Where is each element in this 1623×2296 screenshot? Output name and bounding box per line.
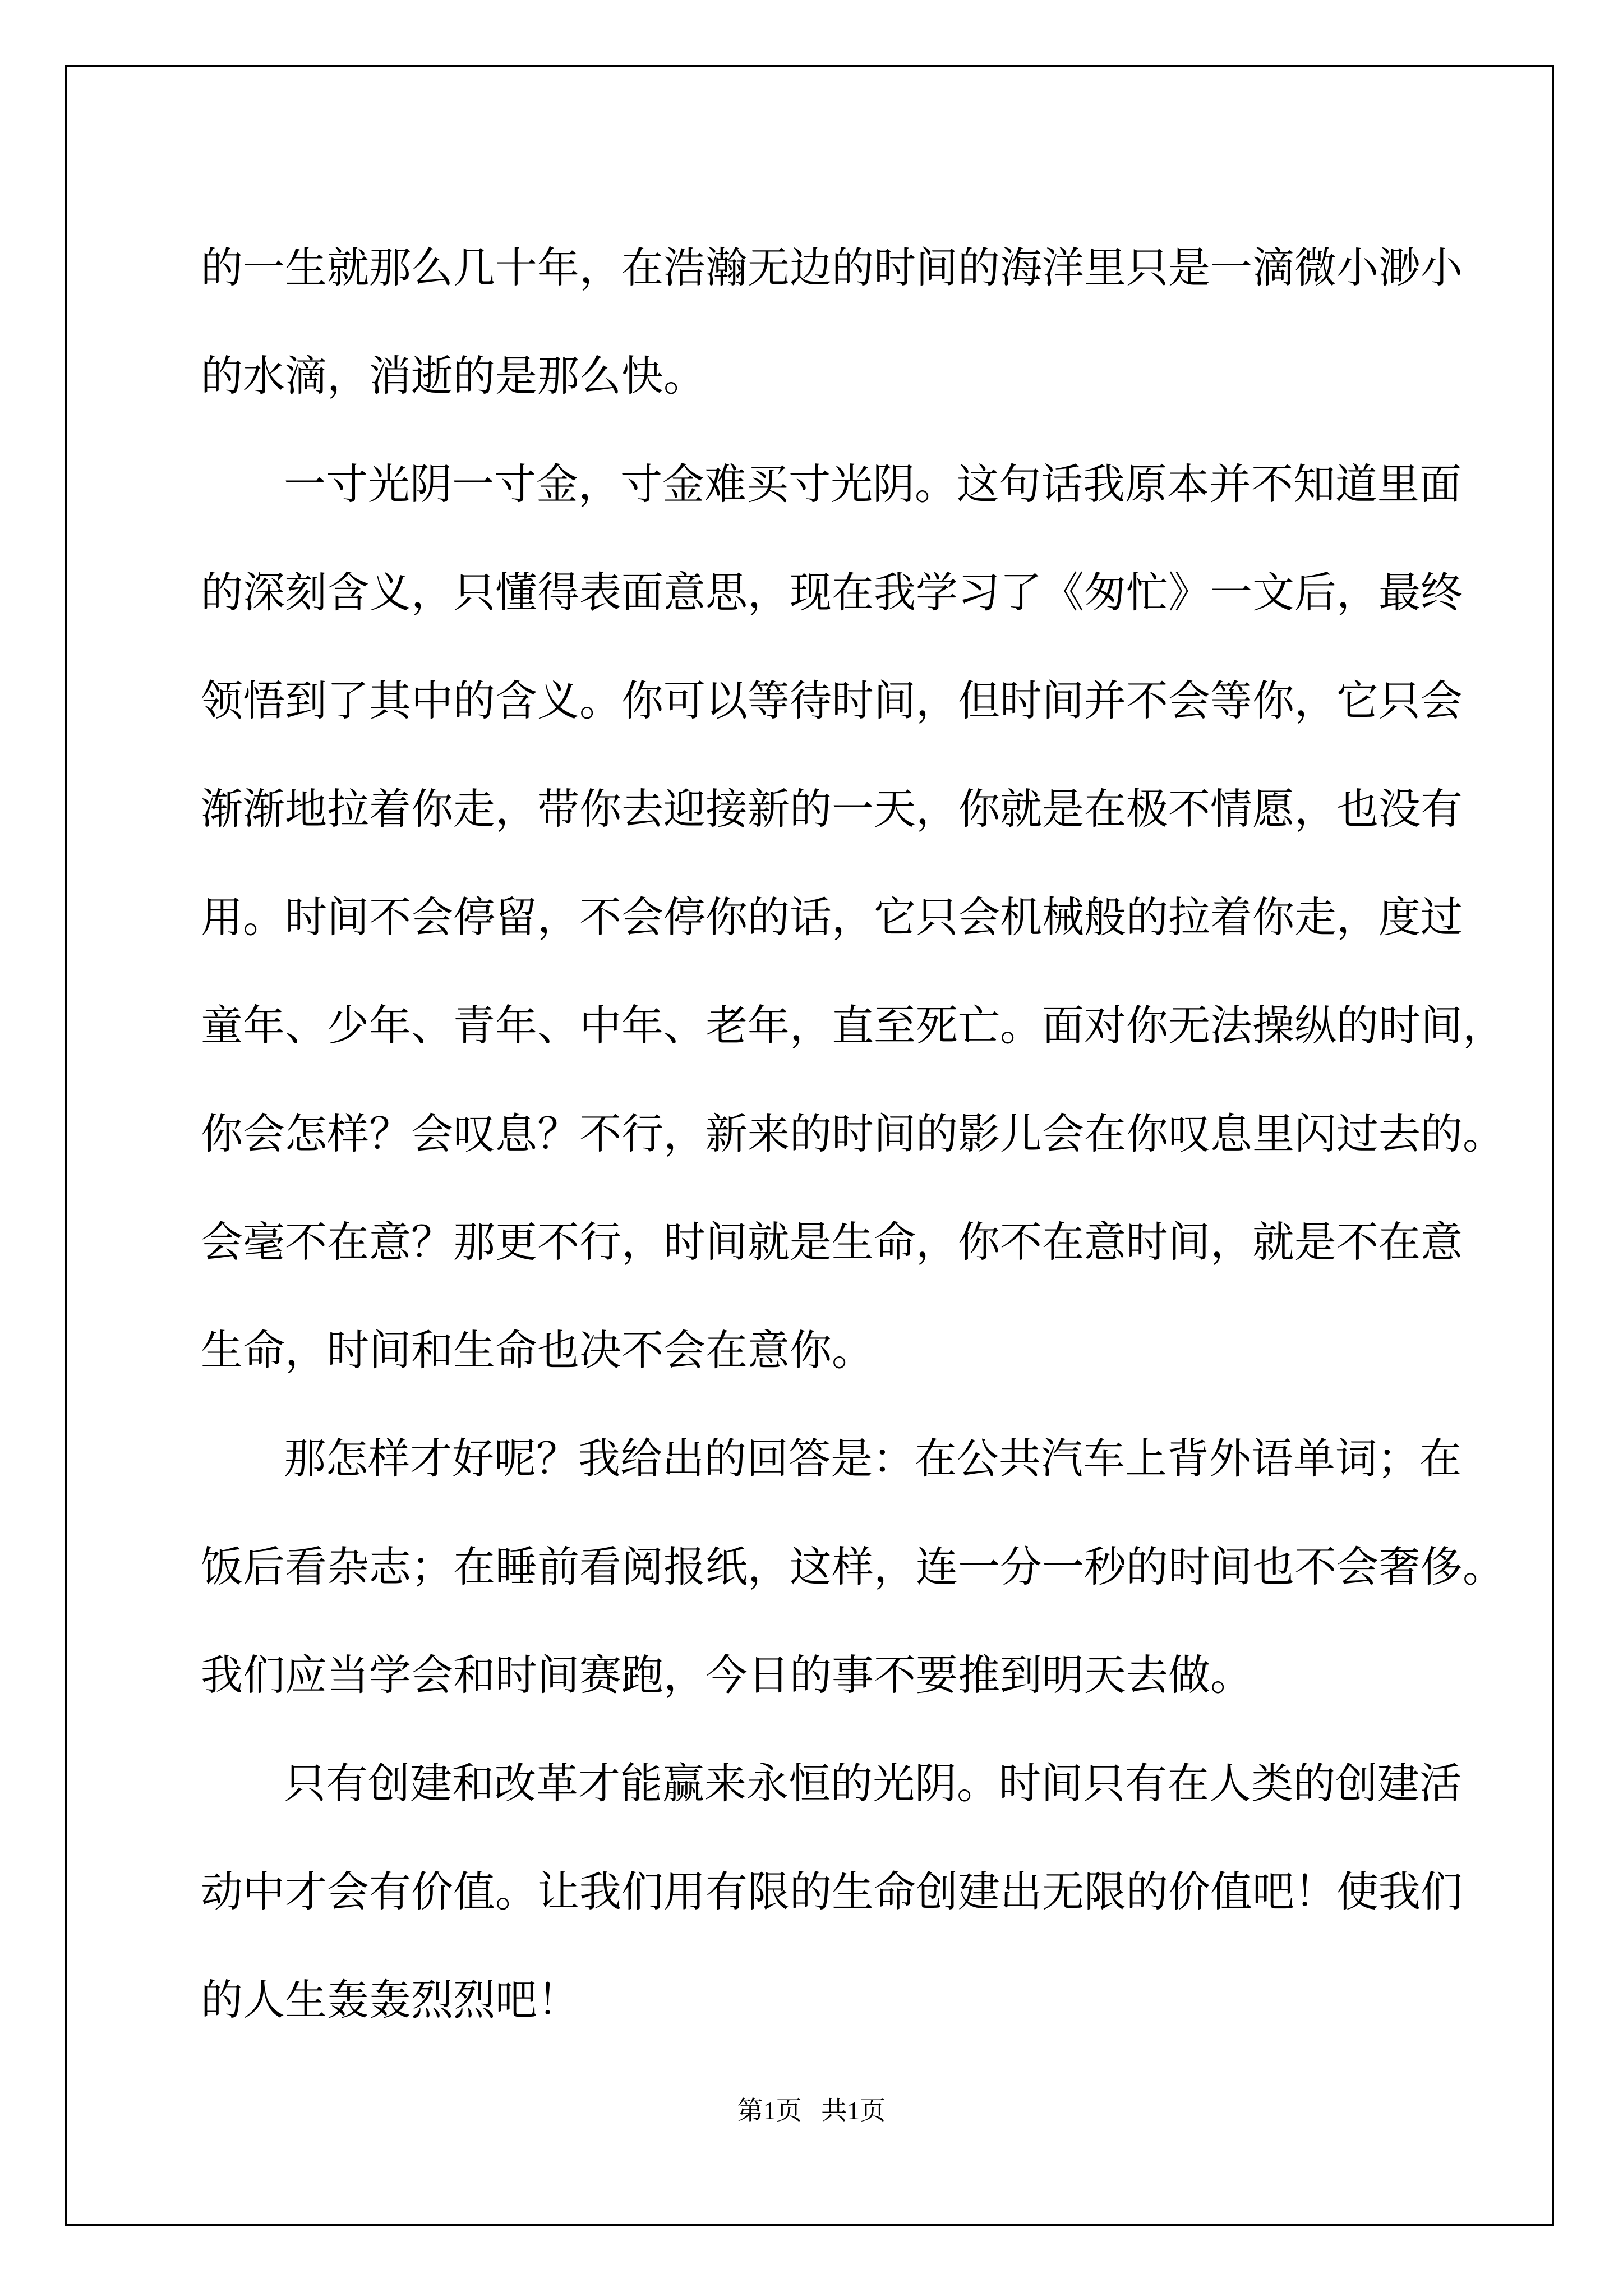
paragraph-2 [201,430,1505,1405]
text-line: 童年、少年、青年、中年、老年，直至死亡。面对你无法操纵的时间， [201,1001,1505,1050]
page-footer [0,2090,1623,2127]
paragraph-1 [201,214,1463,430]
text-line: 你会怎样？会叹息？不行，新来的时间的影儿会在你叹息里闪过去的。 [201,1109,1505,1158]
text-line: 用。时间不会停留，不会停你的话，它只会机械般的拉着你走，度过 [201,892,1463,942]
text-line: 饭后看杂志；在睡前看阅报纸，这样，连一分一秒的时间也不会奢侈。 [201,1542,1505,1591]
text-line: 生命，时间和生命也决不会在意你。 [201,1326,874,1375]
page-number: 第1页 [737,2096,802,2125]
text-line: 领悟到了其中的含义。你可以等待时间，但时间并不会等你，它只会 [201,676,1463,725]
text-line: 一寸光阴一寸金，寸金难买寸光阴。这句话我原本并不知道里面 [284,459,1462,509]
text-line: 渐渐地拉着你走，带你去迎接新的一天，你就是在极不情愿，也没有 [201,784,1463,834]
text-line: 只有创建和改革才能赢来永恒的光阴。时间只有在人类的创建活 [284,1759,1462,1808]
text-line: 的水滴，消逝的是那么快。 [201,351,706,401]
paragraph-4 [201,1729,1463,2054]
text-line: 会毫不在意？那更不行，时间就是生命，你不在意时间，就是不在意 [201,1217,1463,1267]
page-total: 共1页 [821,2096,886,2125]
text-line: 我们应当学会和时间赛跑，今日的事不要推到明天去做。 [201,1650,1253,1700]
document-body [201,214,1505,2054]
text-line: 的深刻含义，只懂得表面意思，现在我学习了《匆忙》一文后，最终 [201,568,1463,617]
text-line: 那怎样才好呢？我给出的回答是：在公共汽车上背外语单词；在 [284,1434,1462,1483]
paragraph-3 [201,1405,1505,1729]
text-line: 的一生就那么几十年，在浩瀚无边的时间的海洋里只是一滴微小渺小 [201,243,1463,292]
text-line: 动中才会有价值。让我们用有限的生命创建出无限的价值吧！使我们 [201,1867,1463,1916]
text-line: 的人生轰轰烈烈吧！ [201,1975,580,2024]
